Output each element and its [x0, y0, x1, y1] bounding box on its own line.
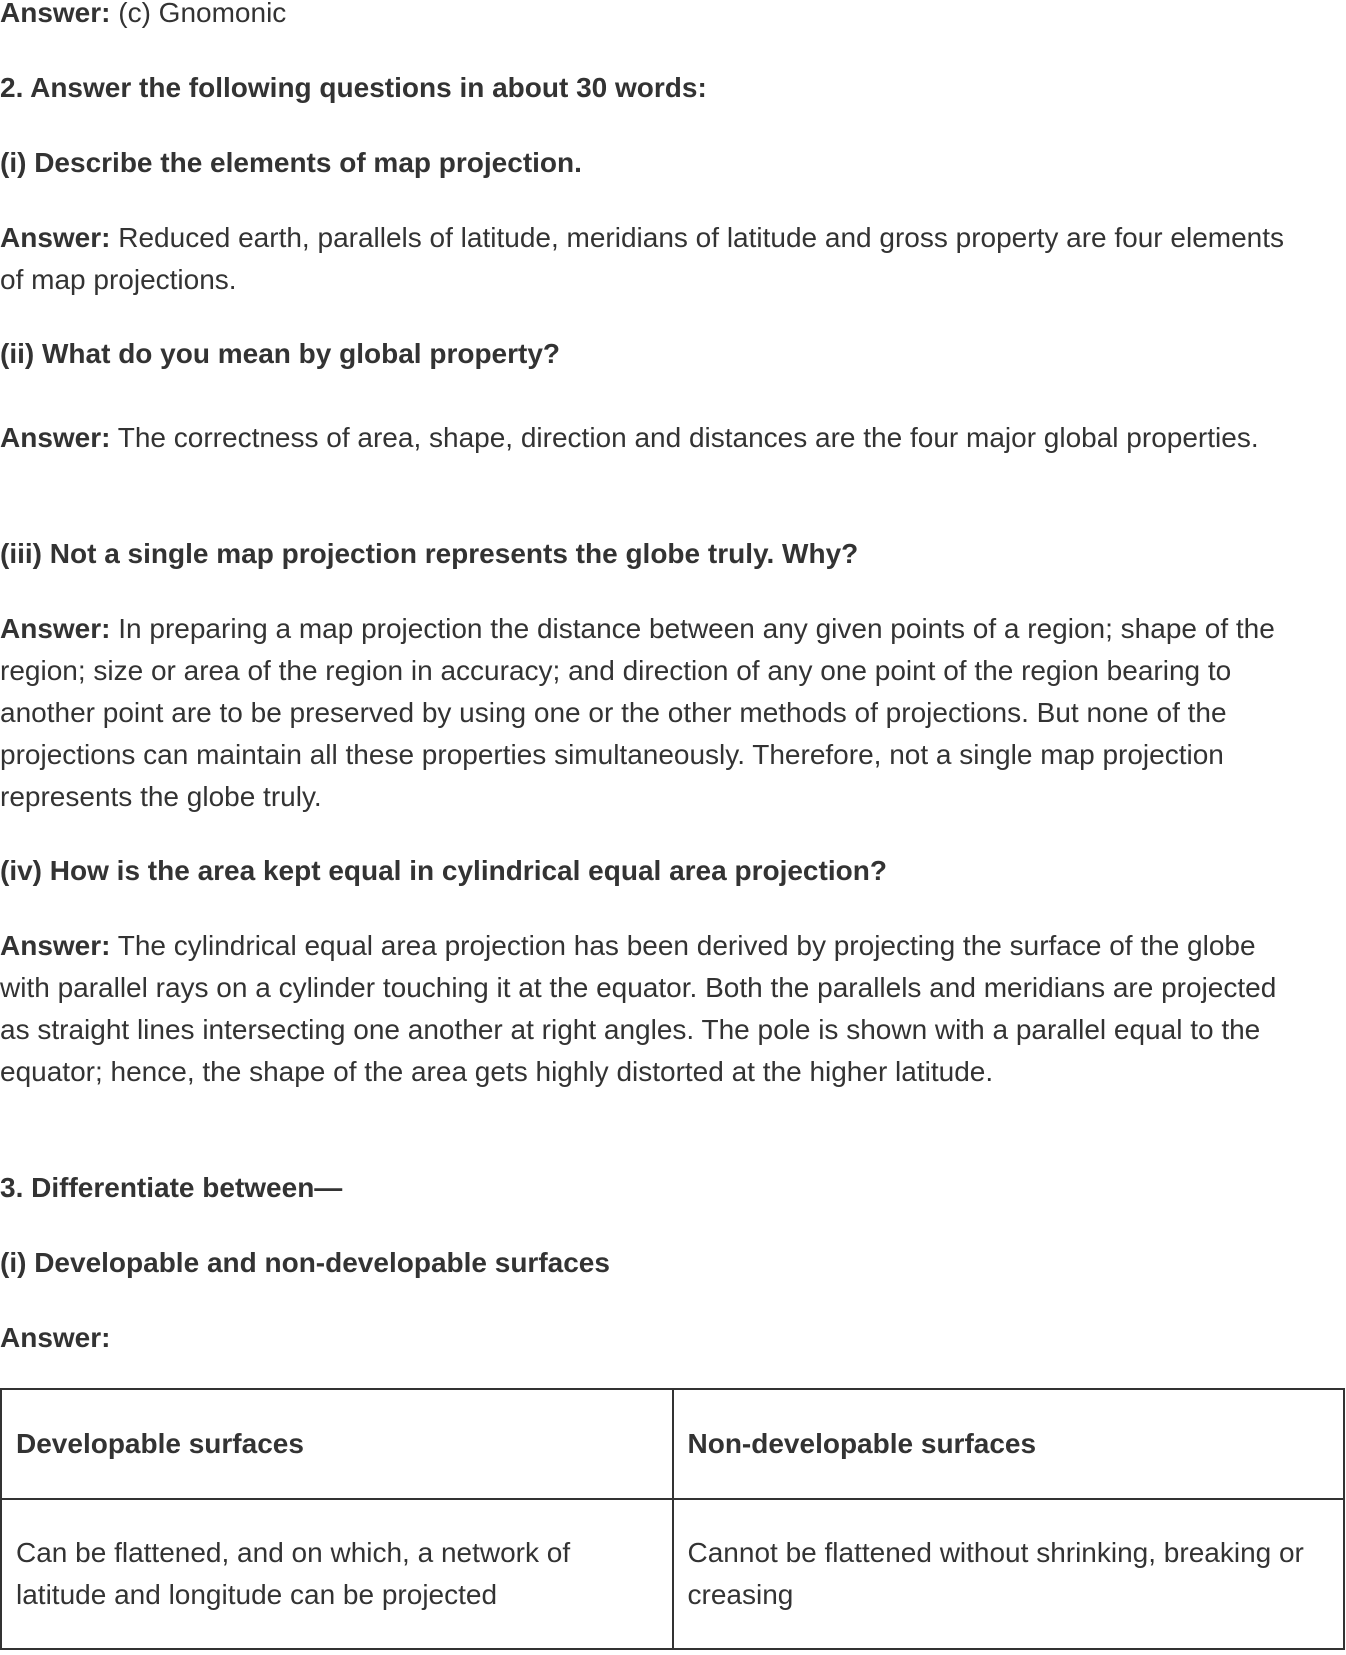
question-3-heading: 3. Differentiate between—	[0, 1172, 343, 1203]
table-header-cell: Developable surfaces	[1, 1389, 673, 1499]
table-header-cell: Non-developable surfaces	[673, 1389, 1345, 1499]
answer-label: Answer:	[0, 422, 111, 453]
table-row	[1, 1499, 1344, 1649]
answer-2ii	[0, 417, 1300, 459]
question-2iv: (iv) How is the area kept equal in cylindrical equal area projection?	[0, 855, 887, 886]
answer-text: The correctness of area, shape, direction and distances are the four major global properties.	[117, 422, 1259, 453]
answer-2i	[0, 217, 1300, 301]
question-2-heading: 2. Answer the following questions in about 30 words:	[0, 72, 707, 103]
answer-label: Answer:	[0, 930, 111, 961]
comparison-table	[0, 1388, 1345, 1650]
question-2i: (i) Describe the elements of map projection.	[0, 147, 582, 178]
answer-text: The cylindrical equal area projection has been derived by projecting the surface of the globe with parallel rays on a cylinder touching it at the equator. Both the parallels and meridians are projected as straight lines intersecting one another at right angles. The pole is shown with a parallel equal to the equator; hence, the shape of the area gets highly distorted at the higher latitude.	[0, 930, 1277, 1087]
answer-text: In preparing a map projection the distance between any given points of a region; shape of the region; size or area of the region in accuracy; and direction of any one point of the region bearing to another point are to be preserved by using one or the other methods of projections. But none of the projections can maintain all these properties simultaneously. Therefore, not a single map projection represents the globe truly.	[0, 613, 1275, 812]
question-3i: (i) Developable and non-developable surfaces	[0, 1247, 610, 1278]
answer-2iv	[0, 925, 1300, 1093]
answer-label: Answer:	[0, 0, 111, 28]
table-cell: Cannot be flattened without shrinking, breaking or creasing	[673, 1499, 1345, 1649]
answer-text: (c) Gnomonic	[118, 0, 287, 28]
question-2iii: (iii) Not a single map projection represents the globe truly. Why?	[0, 538, 859, 569]
answer-label: Answer:	[0, 222, 111, 253]
answer-label: Answer:	[0, 1322, 111, 1353]
table-header-row	[1, 1389, 1344, 1499]
answer-text: Reduced earth, parallels of latitude, meridians of latitude and gross property are four elements of map projections.	[0, 222, 1285, 295]
answer-1c	[0, 0, 1300, 34]
answer-2iii	[0, 608, 1300, 818]
question-2ii: (ii) What do you mean by global property?	[0, 338, 561, 369]
table-cell: Can be flattened, and on which, a network of latitude and longitude can be projected	[1, 1499, 673, 1649]
answer-label: Answer:	[0, 613, 111, 644]
